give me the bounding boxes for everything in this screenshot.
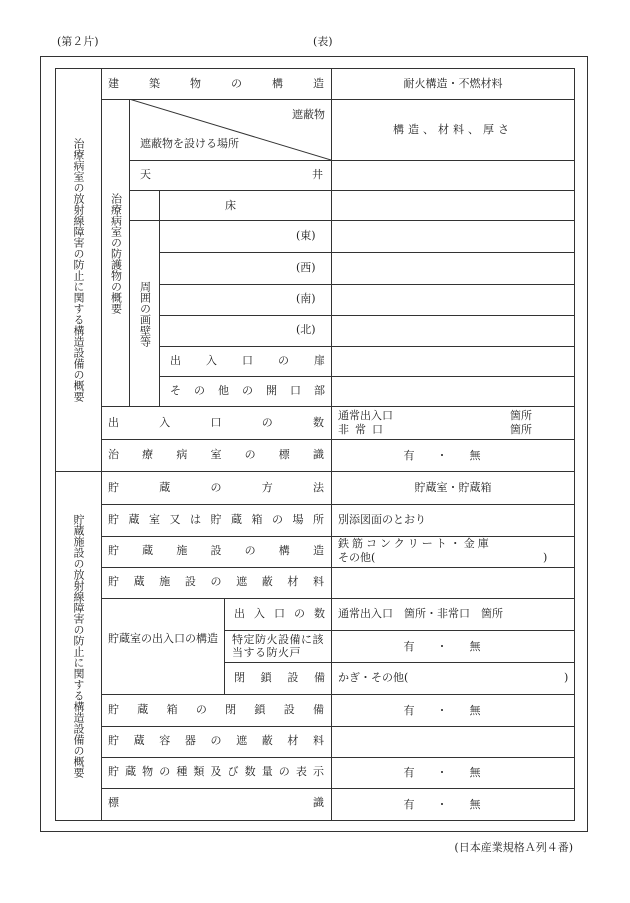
label-text: 貯 蔵 施 設 の 遮 蔽 材 料: [108, 575, 324, 588]
sheet-number: (第２片): [57, 35, 99, 48]
storage-structure-other-close: ): [543, 551, 548, 564]
label-text: そ の 他 の 開 口 部: [170, 384, 325, 397]
label-text: 治 療 病 室 の 標 識: [108, 448, 324, 461]
shield-group-label: 治療病室の防護物の概要: [109, 192, 123, 314]
emergency-unit: 箇所: [510, 423, 532, 436]
section-treatment-room: [55, 68, 575, 472]
regular-entrance: 通常出入口: [338, 409, 393, 422]
floor-label: 床: [225, 198, 236, 212]
wall-west: (西): [296, 261, 316, 274]
label-text: 貯 蔵 室 又 は 貯 蔵 箱 の 場 所: [108, 513, 324, 526]
method-label: [108, 482, 324, 494]
box-lock-value: 有・無: [403, 703, 503, 717]
storage-structure-other: その他(: [338, 551, 376, 564]
label-text: 貯 蔵 容 器 の 遮 蔽 材 料: [108, 734, 324, 747]
lock-label: [234, 672, 325, 684]
label-text: 貯 蔵 物 の 種 類 及 び 数 量 の 表 示: [108, 765, 324, 778]
lock-value: かぎ・その他(: [338, 671, 409, 684]
location-label: [108, 514, 324, 526]
display-label: [108, 766, 324, 778]
label-text: 出 入 口 の 扉: [170, 354, 325, 367]
regular-unit: 箇所: [510, 409, 532, 422]
ceiling-right: 井: [312, 168, 323, 181]
fire-door-label: 特定防火設備に該当する防火戸: [232, 633, 324, 659]
storage-sign-value: 有・無: [403, 797, 503, 811]
label-text: 建 築 物 の 構 造: [108, 77, 324, 90]
diagonal-header-shield: 遮蔽物: [292, 108, 325, 121]
storage-structure-value: 鉄筋コンクリート・金庫: [338, 537, 492, 550]
walls-label: 周囲の画壁等: [138, 280, 152, 347]
sign-value: 有・無: [403, 448, 503, 462]
container-label: [108, 735, 324, 747]
entrance-count-value: 通常出入口 箇所・非常口 箇所: [338, 607, 503, 620]
label-text: 貯 蔵 の 方 法: [108, 481, 324, 494]
label-text: 貯 蔵 箱 の 閉 鎖 設 備: [108, 703, 324, 716]
other-opening-label: [170, 385, 325, 397]
location-value: 別添図面のとおり: [338, 513, 426, 526]
structure-label: [108, 78, 324, 90]
entrances-label: [108, 417, 324, 429]
section-title: 貯蔵施設の放射線障害の防止に関する構造設備の概要: [72, 514, 85, 778]
method-value: 貯蔵室・貯蔵箱: [414, 481, 492, 494]
storage-sign-label: [108, 797, 324, 809]
display-value: 有・無: [403, 766, 503, 779]
label-text: 標 識: [108, 796, 324, 809]
shield-header: 構造、材料、厚さ: [393, 123, 513, 136]
label-text: 貯 蔵 施 設 の 構 造: [108, 544, 324, 557]
label-text: 閉 鎖 設 備: [234, 671, 325, 684]
wall-east: (東): [296, 229, 316, 242]
form-frame: [40, 56, 588, 832]
section-title: 治療病室の放射線障害の防止に関する構造設備の概要: [72, 138, 85, 402]
ceiling-left: 天: [140, 168, 151, 181]
structure-value: 耐火構造・不燃材料: [403, 77, 503, 90]
wall-south: (南): [296, 292, 316, 305]
label-text: 出 入 口 の 数: [234, 607, 325, 620]
door-label: [170, 355, 325, 367]
label-text: 出 入 口 の 数: [108, 416, 324, 429]
sign-label: [108, 449, 324, 461]
paper-size-note: (日本産業規格Ａ列４番): [454, 841, 573, 854]
storage-structure-label: [108, 545, 324, 557]
storage-shield-label: [108, 576, 324, 588]
emergency-entrance: 非常口: [338, 423, 389, 436]
entrance-group-label: 貯蔵室の出入口の構造: [108, 632, 218, 645]
diagonal-header-location: 遮蔽物を設ける場所: [140, 137, 239, 150]
lock-value-close: ): [564, 671, 569, 684]
entrance-count-label: [234, 608, 325, 620]
fire-door-value: 有・無: [403, 639, 503, 653]
box-lock-label: [108, 704, 324, 716]
wall-north: (北): [296, 323, 316, 336]
section-storage: [55, 471, 575, 821]
sheet-side: (表): [313, 35, 333, 48]
